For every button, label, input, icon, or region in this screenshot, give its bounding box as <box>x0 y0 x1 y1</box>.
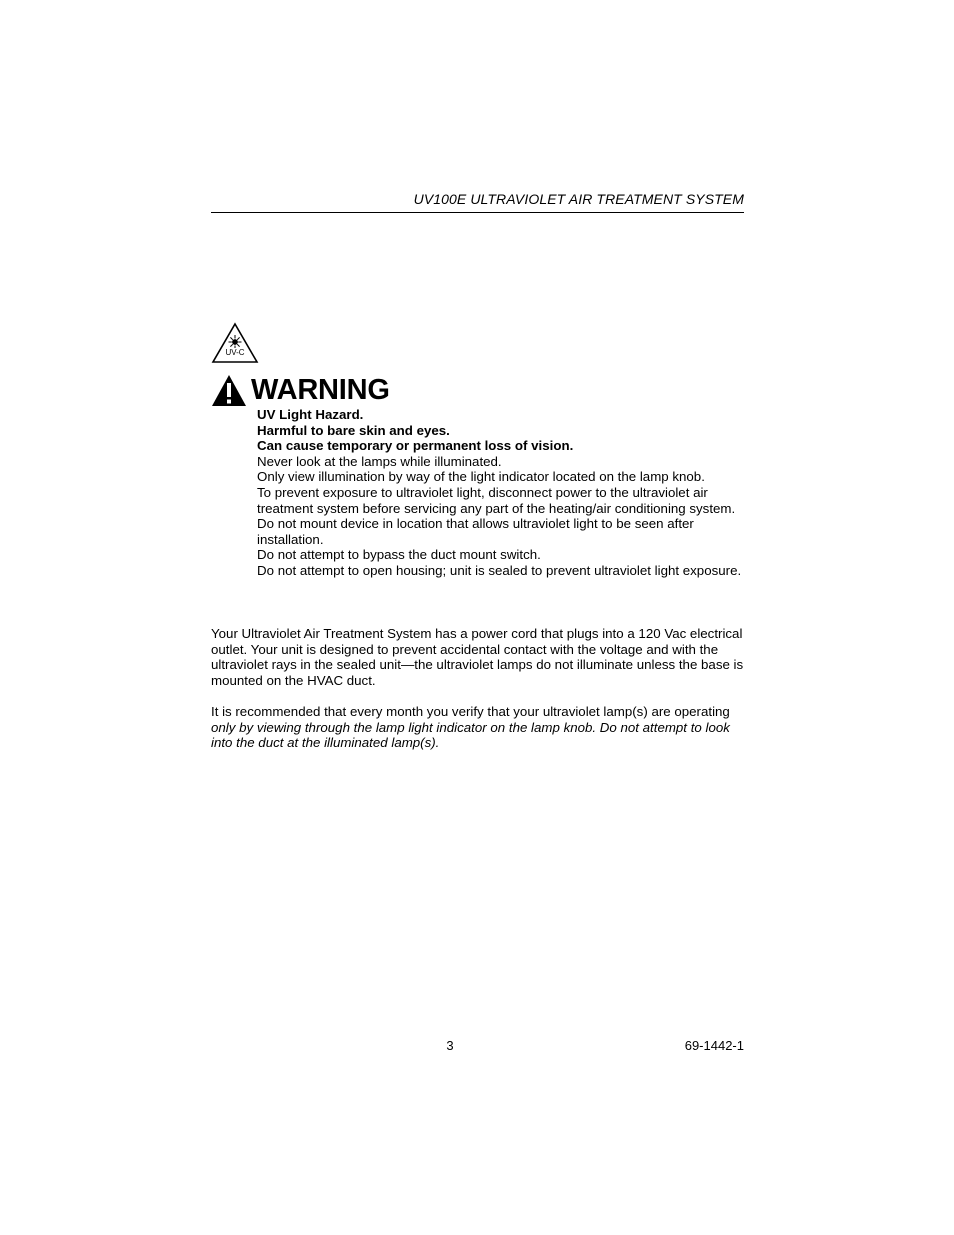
paragraph-text: It is recommended that every month you verify that your ultraviolet lamp(s) are operating <box>211 704 730 719</box>
warning-heading <box>211 372 390 408</box>
running-header: UV100E ULTRAVIOLET AIR TREATMENT SYSTEM <box>413 191 744 207</box>
warning-line: Do not attempt to open housing; unit is sealed to prevent ultraviolet light exposure. <box>257 562 742 578</box>
warning-bold-line: Can cause temporary or permanent loss of vision. <box>257 438 574 454</box>
warning-triangle-icon <box>211 374 247 407</box>
warning-line: Do not mount device in location that allows ultraviolet light to be seen after installation. <box>257 516 694 547</box>
warning-body <box>257 407 744 579</box>
warning-line: Only view illumination by way of the light indicator located on the lamp knob. <box>257 469 705 485</box>
warning-bold-line: UV Light Hazard. <box>257 407 364 422</box>
page-number: 3 <box>446 1038 454 1053</box>
uv-hazard-icon <box>211 322 259 364</box>
body-paragraph-monthly-check <box>211 704 744 751</box>
warning-line: Never look at the lamps while illuminated. <box>257 453 502 469</box>
warning-title: WARNING <box>251 374 390 406</box>
uv-symbol-label: UV-C <box>225 348 245 357</box>
header-rule <box>211 212 744 213</box>
body-paragraph-power-cord: Your Ultraviolet Air Treatment System has a power cord that plugs into a 120 Vac electrical outlet. Your unit is designed to prevent accidental contact with the voltage and with the ultraviolet rays in the sealed unit—the ultraviolet lamps do not illuminate unless the base is mounted on the HVAC duct. <box>211 626 744 688</box>
document-number: 69-1442-1 <box>684 1038 744 1053</box>
warning-line: Do not attempt to bypass the duct mount switch. <box>257 547 541 563</box>
paragraph-italic-text: only by viewing through the lamp light indicator on the lamp knob. Do not attempt to look into the duct at the illuminated lamp(s). <box>211 719 730 751</box>
warning-line: To prevent exposure to ultraviolet light, disconnect power to the ultraviolet air treatment system before servicing any part of the heating/air conditioning system. <box>257 484 736 516</box>
warning-bold-line: Harmful to bare skin and eyes. <box>257 422 450 438</box>
